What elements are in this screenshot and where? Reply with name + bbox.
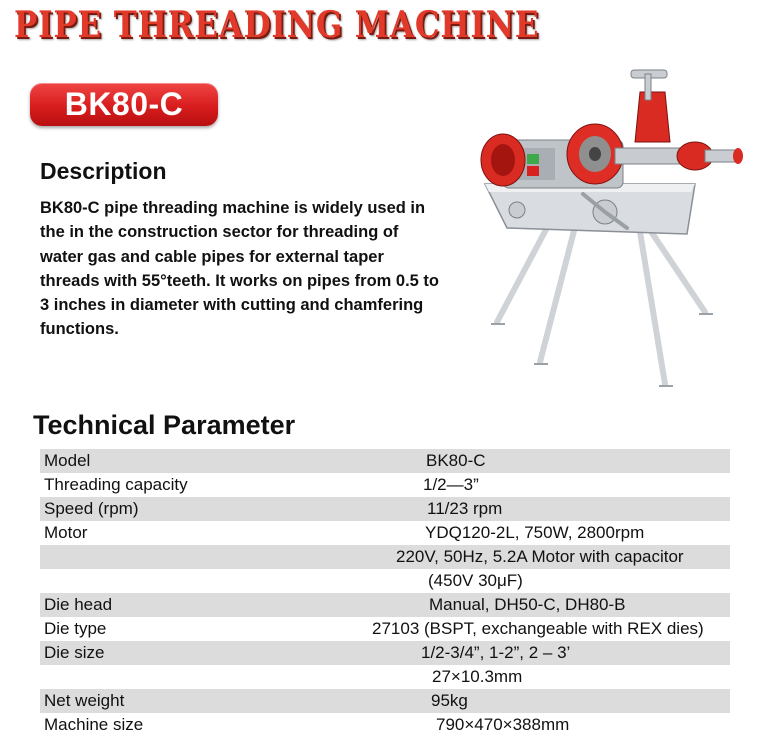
table-row	[40, 497, 730, 521]
table-row	[40, 569, 730, 593]
param-value: 1/2-3/4”, 1-2”, 2 – 3’	[421, 643, 571, 662]
table-row	[40, 473, 730, 497]
table-row	[40, 617, 730, 641]
param-label: Die size	[44, 643, 105, 662]
table-row	[40, 713, 730, 737]
page-title: PIPE THREADING MACHINE	[14, 4, 540, 46]
param-value: Manual, DH50-C, DH80-B	[429, 595, 626, 614]
table-row	[40, 641, 730, 665]
param-value: 790×470×388mm	[436, 715, 570, 734]
param-label: Net weight	[44, 691, 125, 710]
param-label: Model	[44, 451, 91, 470]
param-value: 220V, 50Hz, 5.2A Motor with capacitor	[396, 547, 684, 566]
param-value: 95kg	[431, 691, 468, 710]
table-row	[40, 689, 730, 713]
param-label: Die type	[44, 619, 107, 638]
param-label: Die head	[44, 595, 113, 614]
param-label: Threading capacity	[44, 475, 188, 494]
param-value: 11/23 rpm	[427, 499, 503, 518]
table-row	[40, 593, 730, 617]
param-value: BK80-C	[426, 451, 486, 470]
pipe-threading-machine-image	[455, 62, 755, 392]
technical-parameter-heading: Technical Parameter	[33, 410, 296, 440]
param-label: Motor	[44, 523, 88, 542]
table-row	[40, 545, 730, 569]
param-value: 1/2—3”	[423, 475, 479, 494]
param-value: (450V 30μF)	[428, 571, 523, 590]
param-label: Machine size	[44, 715, 144, 734]
description-text: BK80-C pipe threading machine is widely used in the in the construction sector for threading of water gas and cable pipes for external taper threads with 55°teeth. It works on pipes from 0.5 to 3 inches in diameter with cutting and chamfering functions.	[40, 199, 440, 339]
table-row	[40, 521, 730, 545]
parameter-table	[40, 449, 730, 737]
description-heading: Description	[40, 158, 167, 184]
machine-legs	[497, 222, 705, 384]
param-value: 27103 (BSPT, exchangeable with REX dies)	[372, 619, 704, 638]
param-value: YDQ120-2L, 750W, 2800rpm	[425, 523, 645, 542]
model-badge-label: BK80-C	[64, 86, 184, 122]
table-row	[40, 449, 730, 473]
param-value: 27×10.3mm	[432, 667, 523, 686]
param-label: Speed (rpm)	[44, 499, 139, 518]
model-badge	[30, 83, 218, 126]
table-row	[40, 665, 730, 689]
